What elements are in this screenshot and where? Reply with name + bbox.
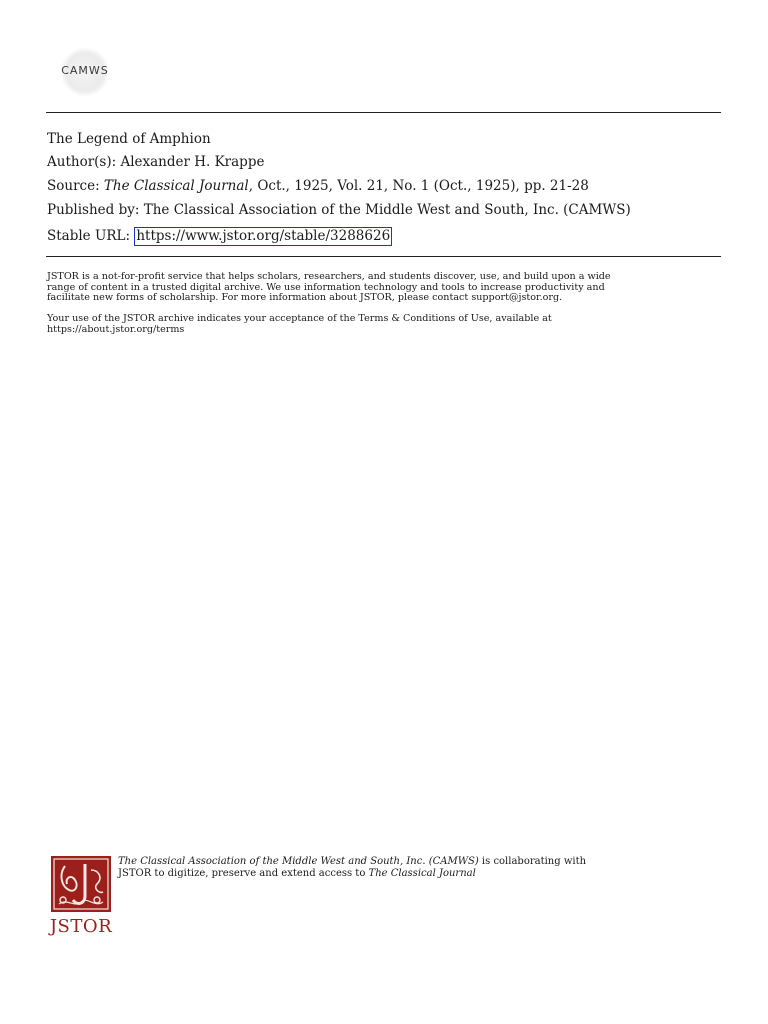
camws-logo [52, 48, 118, 96]
stable-url-label: Stable URL: [47, 228, 131, 244]
camws-logo-text: CAMWS [61, 64, 109, 77]
jstor-logo [49, 856, 113, 936]
source-details: , Oct., 1925, Vol. 21, No. 1 (Oct., 1925), pp. 21-28 [248, 178, 589, 194]
notice-line: range of content in a trusted digital archive. We use information technology and tools to increase productivity and [47, 281, 605, 293]
jstor-wordmark: JSTOR [49, 916, 113, 937]
authors-value: Alexander H. Krappe [120, 154, 265, 170]
jstor-emblem-icon [51, 856, 111, 912]
publisher-label: Published by: [47, 202, 140, 218]
notice-line: JSTOR is a not-for-profit service that helps scholars, researchers, and students discover, use, and build upon a wide [47, 271, 611, 282]
collaboration-statement [118, 856, 718, 879]
journal-name: The Classical Journal [103, 178, 249, 194]
terms-notice [47, 314, 727, 335]
top-divider [46, 112, 721, 113]
publisher-value: The Classical Association of the Middle West and South, Inc. (CAMWS) [143, 202, 631, 218]
article-title-text: The Legend of Amphion [47, 131, 211, 147]
authors-label: Author(s): [47, 154, 117, 170]
source-line [47, 178, 589, 194]
notice-line: facilitate new forms of scholarship. For more information about JSTOR, please contact support@jstor.org. [47, 292, 563, 304]
collab-journal: The Classical Journal [368, 867, 476, 879]
collab-line-2-text: JSTOR to digitize, preserve and extend access to [118, 867, 369, 879]
authors-line [47, 154, 264, 170]
publisher-line [47, 202, 631, 218]
collab-line-2 [118, 868, 718, 880]
article-title [47, 131, 211, 147]
collab-org-rest: is collaborating with [478, 856, 587, 867]
terms-url: https://about.jstor.org/terms [47, 323, 185, 335]
terms-line: Your use of the JSTOR archive indicates your acceptance of the Terms & Conditions of Use, available at [47, 313, 552, 324]
jstor-notice [47, 272, 727, 304]
collab-org: The Classical Association of the Middle West and South, Inc. (CAMWS) [118, 856, 479, 867]
bottom-divider [46, 256, 721, 257]
collab-line-1 [118, 856, 718, 868]
stable-url-link[interactable]: https://www.jstor.org/stable/3288626 [136, 228, 391, 244]
stable-url-line [47, 228, 392, 244]
jstor-emblem-art [51, 856, 111, 912]
source-label: Source: [47, 178, 100, 194]
